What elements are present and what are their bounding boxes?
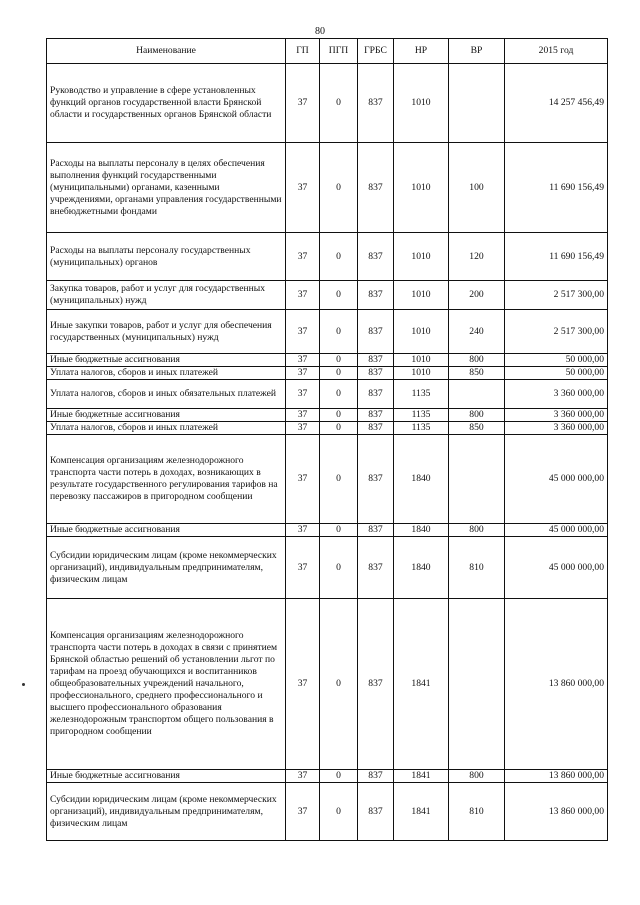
- row-pgp: 0: [320, 770, 358, 783]
- row-gp: 37: [286, 380, 320, 409]
- row-pgp: 0: [320, 233, 358, 281]
- row-amount: 2 517 300,00: [505, 310, 608, 354]
- header-vr: ВР: [449, 39, 505, 64]
- row-pgp: 0: [320, 599, 358, 770]
- row-vr: [449, 64, 505, 143]
- row-amount: 3 360 000,00: [505, 380, 608, 409]
- row-pgp: 0: [320, 435, 358, 524]
- row-np: 1840: [394, 524, 449, 537]
- row-pgp: 0: [320, 524, 358, 537]
- table-row: [47, 367, 608, 380]
- table-row: [47, 524, 608, 537]
- row-vr: 800: [449, 770, 505, 783]
- row-name: Уплата налогов, сборов и иных обязательных платежей: [47, 380, 286, 409]
- row-gp: 37: [286, 599, 320, 770]
- row-grbs: 837: [358, 783, 394, 841]
- row-name: Компенсация организациям железнодорожного транспорта части потерь в доходах, возникающих в результате государственного регулирования тарифов на перевозку пассажиров в пригородном сообщении: [47, 435, 286, 524]
- row-pgp: 0: [320, 409, 358, 422]
- row-vr: 240: [449, 310, 505, 354]
- row-name: Уплата налогов, сборов и иных платежей: [47, 367, 286, 380]
- row-name: Уплата налогов, сборов и иных платежей: [47, 422, 286, 435]
- row-vr: 850: [449, 422, 505, 435]
- row-name: Иные бюджетные ассигнования: [47, 409, 286, 422]
- row-gp: 37: [286, 367, 320, 380]
- row-np: 1841: [394, 770, 449, 783]
- row-grbs: 837: [358, 524, 394, 537]
- row-grbs: 837: [358, 770, 394, 783]
- row-name: Субсидии юридическим лицам (кроме некоммерческих организаций), индивидуальным предпринимателям, физическим лицам: [47, 537, 286, 599]
- row-vr: 100: [449, 143, 505, 233]
- row-amount: 11 690 156,49: [505, 233, 608, 281]
- scan-speck: [22, 683, 25, 686]
- row-grbs: 837: [358, 233, 394, 281]
- row-grbs: 837: [358, 409, 394, 422]
- table-row: [47, 783, 608, 841]
- row-np: 1135: [394, 409, 449, 422]
- row-gp: 37: [286, 281, 320, 310]
- row-amount: 3 360 000,00: [505, 409, 608, 422]
- header-row: [47, 39, 608, 64]
- row-np: 1841: [394, 599, 449, 770]
- row-pgp: 0: [320, 64, 358, 143]
- row-pgp: 0: [320, 143, 358, 233]
- row-name: Расходы на выплаты персоналу в целях обеспечения выполнения функций государственными (муниципальными) органами, казенными учреждениями, органами управления государственными внебюджетными фондами: [47, 143, 286, 233]
- row-grbs: 837: [358, 143, 394, 233]
- row-amount: 45 000 000,00: [505, 537, 608, 599]
- row-gp: 37: [286, 435, 320, 524]
- row-np: 1010: [394, 367, 449, 380]
- row-vr: [449, 599, 505, 770]
- row-np: 1010: [394, 64, 449, 143]
- table-row: [47, 409, 608, 422]
- row-name: Иные бюджетные ассигнования: [47, 354, 286, 367]
- row-np: 1841: [394, 783, 449, 841]
- row-amount: 13 860 000,00: [505, 599, 608, 770]
- row-grbs: 837: [358, 422, 394, 435]
- row-grbs: 837: [358, 537, 394, 599]
- row-np: 1010: [394, 143, 449, 233]
- row-grbs: 837: [358, 435, 394, 524]
- row-gp: 37: [286, 310, 320, 354]
- row-gp: 37: [286, 783, 320, 841]
- row-vr: 810: [449, 783, 505, 841]
- table-row: [47, 422, 608, 435]
- row-amount: 50 000,00: [505, 367, 608, 380]
- row-gp: 37: [286, 422, 320, 435]
- row-vr: 850: [449, 367, 505, 380]
- row-name: Иные бюджетные ассигнования: [47, 770, 286, 783]
- header-np: НР: [394, 39, 449, 64]
- row-np: 1840: [394, 435, 449, 524]
- row-gp: 37: [286, 354, 320, 367]
- table-row: [47, 64, 608, 143]
- table-row: [47, 354, 608, 367]
- row-gp: 37: [286, 537, 320, 599]
- row-vr: 800: [449, 409, 505, 422]
- row-name: Компенсация организациям железнодорожного транспорта части потерь в доходах в связи с принятием Брянской областью решений об установлении льгот по тарифам на проезд обучающихся и воспитанников общеобразовательных учреждений начального, профессионального, среднего профессионального и высшего профессионального образования железнодорожным транспортом общего пользования в пригородном сообщении: [47, 599, 286, 770]
- row-pgp: 0: [320, 380, 358, 409]
- row-amount: 13 860 000,00: [505, 770, 608, 783]
- row-pgp: 0: [320, 310, 358, 354]
- row-pgp: 0: [320, 281, 358, 310]
- row-np: 1010: [394, 310, 449, 354]
- row-vr: [449, 435, 505, 524]
- row-grbs: 837: [358, 64, 394, 143]
- row-pgp: 0: [320, 783, 358, 841]
- row-name: Субсидии юридическим лицам (кроме некоммерческих организаций), индивидуальным предпринимателям, физическим лицам: [47, 783, 286, 841]
- row-grbs: 837: [358, 380, 394, 409]
- table-row: [47, 770, 608, 783]
- row-grbs: 837: [358, 354, 394, 367]
- row-pgp: 0: [320, 537, 358, 599]
- table-row: [47, 599, 608, 770]
- row-np: 1135: [394, 422, 449, 435]
- row-gp: 37: [286, 409, 320, 422]
- row-vr: 800: [449, 354, 505, 367]
- row-gp: 37: [286, 143, 320, 233]
- table-row: [47, 233, 608, 281]
- row-np: 1010: [394, 354, 449, 367]
- row-np: 1010: [394, 233, 449, 281]
- row-name: Иные закупки товаров, работ и услуг для обеспечения государственных (муниципальных) нужд: [47, 310, 286, 354]
- row-vr: 200: [449, 281, 505, 310]
- header-gp: ГП: [286, 39, 320, 64]
- table-row: [47, 143, 608, 233]
- page-number: 80: [315, 26, 325, 37]
- header-name: Наименование: [47, 39, 286, 64]
- budget-table: [46, 38, 608, 841]
- table-row: [47, 281, 608, 310]
- row-np: 1135: [394, 380, 449, 409]
- row-gp: 37: [286, 233, 320, 281]
- row-gp: 37: [286, 524, 320, 537]
- row-amount: 11 690 156,49: [505, 143, 608, 233]
- row-amount: 13 860 000,00: [505, 783, 608, 841]
- row-vr: 810: [449, 537, 505, 599]
- row-name: Закупка товаров, работ и услуг для государственных (муниципальных) нужд: [47, 281, 286, 310]
- row-amount: 14 257 456,49: [505, 64, 608, 143]
- table-row: [47, 380, 608, 409]
- row-vr: 800: [449, 524, 505, 537]
- row-np: 1010: [394, 281, 449, 310]
- row-vr: [449, 380, 505, 409]
- row-grbs: 837: [358, 281, 394, 310]
- row-name: Руководство и управление в сфере установленных функций органов государственной власти Брянской области и государственных органов Брянской области: [47, 64, 286, 143]
- row-pgp: 0: [320, 354, 358, 367]
- table-row: [47, 537, 608, 599]
- row-vr: 120: [449, 233, 505, 281]
- table-row: [47, 310, 608, 354]
- row-gp: 37: [286, 770, 320, 783]
- header-pgp: ПГП: [320, 39, 358, 64]
- row-name: Иные бюджетные ассигнования: [47, 524, 286, 537]
- row-amount: 45 000 000,00: [505, 435, 608, 524]
- row-grbs: 837: [358, 599, 394, 770]
- row-pgp: 0: [320, 422, 358, 435]
- header-year: 2015 год: [505, 39, 608, 64]
- row-amount: 2 517 300,00: [505, 281, 608, 310]
- row-pgp: 0: [320, 367, 358, 380]
- row-grbs: 837: [358, 367, 394, 380]
- row-amount: 3 360 000,00: [505, 422, 608, 435]
- row-amount: 50 000,00: [505, 354, 608, 367]
- row-name: Расходы на выплаты персоналу государственных (муниципальных) органов: [47, 233, 286, 281]
- row-grbs: 837: [358, 310, 394, 354]
- header-grbs: ГРБС: [358, 39, 394, 64]
- row-amount: 45 000 000,00: [505, 524, 608, 537]
- row-gp: 37: [286, 64, 320, 143]
- row-np: 1840: [394, 537, 449, 599]
- table-row: [47, 435, 608, 524]
